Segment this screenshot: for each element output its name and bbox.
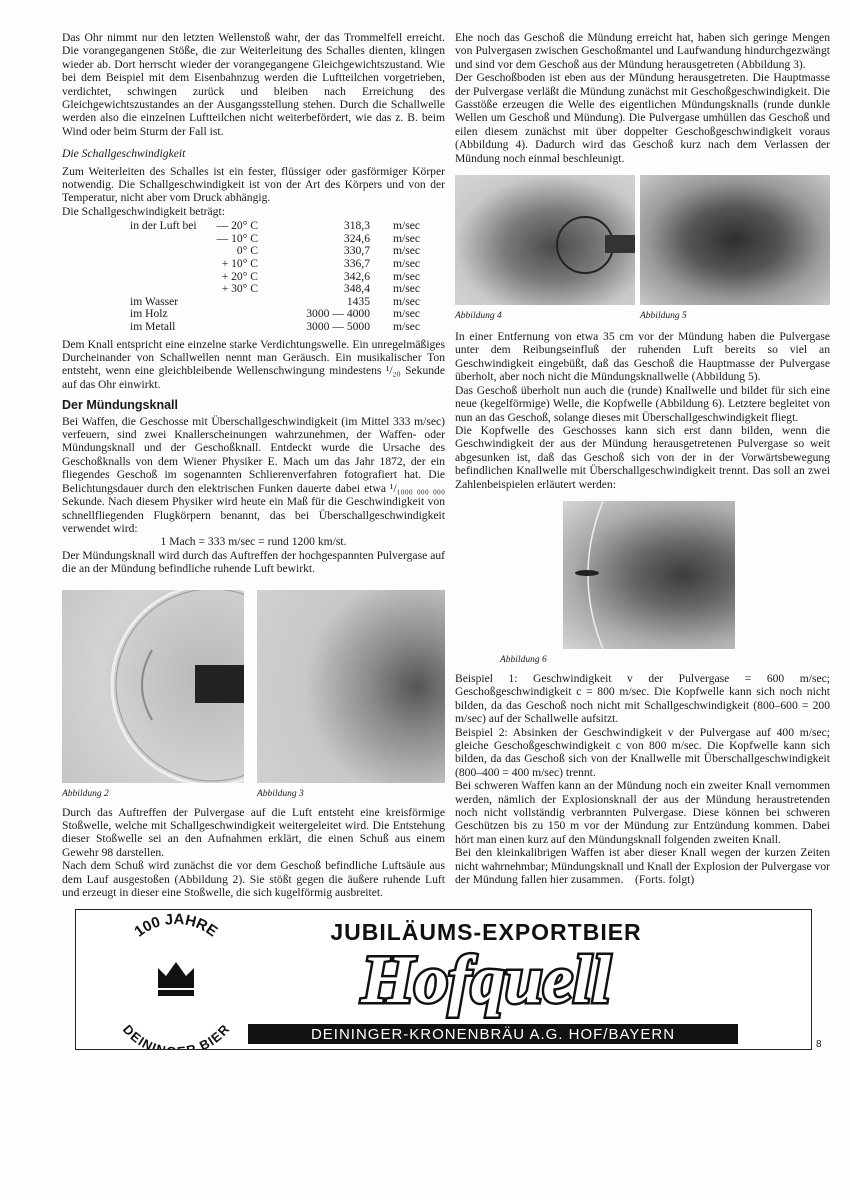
figure-6 bbox=[500, 501, 830, 666]
paragraph: Der Mündungsknall wird durch das Auftreffen der hochgespannten Pulvergase auf die an der Mündung befindliche ruhende Luft bewirkt. bbox=[62, 548, 445, 576]
table-cell-temp: — 20° C bbox=[216, 219, 258, 233]
paragraph: Durch das Auftreffen der Pulvergase auf die Luft entsteht eine kreisförmige Stoßwelle, welche mit Schallgeschwindigkeit weitergeleitet wird. Die Entstehung dieser Stoßwelle sei an den Aufnahmen erklärt, die einen Schuß aus einem Gewehr 98 darstellen. bbox=[62, 805, 445, 859]
section-heading: Die Schallgeschwindigkeit bbox=[62, 147, 186, 161]
page-number: 8 bbox=[816, 1039, 822, 1051]
table-cell-unit: m/sec bbox=[392, 219, 420, 233]
svg-text:DEININGER BIER: DEINI BIER bbox=[120, 1021, 232, 1050]
table-cell-value: 324,6 bbox=[343, 231, 370, 245]
ad-artwork bbox=[76, 910, 811, 1049]
table-cell-temp bbox=[198, 308, 258, 321]
figure-4 bbox=[455, 175, 635, 322]
figure-3-photo bbox=[257, 590, 445, 783]
table-cell-temp: — 10° C bbox=[216, 231, 258, 245]
paragraph-text: Bei den kleinkalibrigen Waffen ist aber dieser Knall wegen der kurzen Zeiten nicht wahrnehmbar; Mündungsknall und Knall der Explosion der Pulvergase vor der Mündung fallen hier zusammen. bbox=[455, 846, 830, 887]
figure-4-caption: Abbildung 4 bbox=[455, 311, 502, 322]
figure-5-caption: Abbildung 5 bbox=[640, 311, 687, 322]
brewery-seal-logo bbox=[120, 911, 232, 1049]
table-cell-value: 3000 — 4000 bbox=[306, 307, 370, 321]
table-cell-unit: m/sec bbox=[392, 294, 420, 308]
paragraph: Ehe noch das Geschoß die Mündung erreicht hat, haben sich geringe Mengen von Pulvergasen zwischen Geschoßmantel und Laufwandung hindurchgezwängt und sind vor dem Geschoß aus der Mündung herausgetreten (Abbildung 3). bbox=[455, 31, 830, 71]
figure-3 bbox=[257, 590, 445, 800]
brand-name: Hofquell bbox=[361, 941, 611, 1018]
table-cell-unit: m/sec bbox=[392, 307, 420, 321]
paragraph: Dem Knall entspricht eine einzelne starke Verdichtungswelle. Ein unregelmäßiges Durcheinander von Schallwellen nennt man Geräusch. Ein musikalischer Ton entsteht, wenn eine gleichbleibende Wellenschwingung mindestens ¹/₂₀ Sekunde auf das Ohr einwirkt. bbox=[62, 337, 445, 391]
continued-note: (Forts. folgt) bbox=[634, 873, 695, 887]
figure-3-caption: Abbildung 3 bbox=[257, 788, 304, 799]
table-cell-unit: m/sec bbox=[392, 244, 420, 258]
left-column bbox=[62, 31, 445, 899]
shock-wave-illustration bbox=[62, 590, 244, 783]
table-cell-unit: m/sec bbox=[392, 257, 420, 271]
table-cell-temp bbox=[198, 296, 258, 309]
paragraph: Zum Weiterleiten des Schalles ist ein fester, flüssiger oder gasförmiger Körper notwendig. Die Schallgeschwindigkeit ist von der Art des Körpers und von der Temperatur, nicht aber vom Druck abhängig. bbox=[62, 164, 445, 205]
paragraph: Beispiel 1: Geschwindigkeit v der Pulvergase = 600 m/sec; Geschoßgeschwindigkeit c = 800 m/sec. Die Kopfwelle kann sich noch nicht bilden, da das Geschoß noch nicht mit Schallgeschwindigkeit (800–600 = 200 m/sec) auf der Schallwelle aufsitzt. bbox=[455, 671, 830, 726]
table-cell-medium bbox=[62, 245, 198, 258]
paragraph: In einer Entfernung von etwa 35 cm vor der Mündung haben die Pulvergase unter dem Reibungseinfluß der ruhenden Luft bereits so viel an Geschwindigkeit eingebüßt, daß das Geschoß die Hauptmasse der Pulvergase überholt, aber noch nicht die Mündungsknallwelle (Abbildung 5). bbox=[455, 330, 830, 384]
ad-footer: DEININGER-KRONENBRÄU A.G. HOF/BAYERN bbox=[310, 1026, 676, 1044]
ad-headline: JUBILÄUMS-EXPORTBIER bbox=[330, 919, 642, 946]
table-cell-temp bbox=[198, 321, 258, 334]
speed-of-sound-table bbox=[62, 220, 445, 333]
figure-6-caption: Abbildung 6 bbox=[500, 654, 547, 665]
figures-4-5 bbox=[455, 175, 830, 322]
bow-wave-illustration bbox=[563, 501, 735, 649]
table-cell-medium: in der Luft bei bbox=[130, 219, 197, 233]
paragraph: Bei schweren Waffen kann an der Mündung noch ein zweiter Knall vernommen werden, nämlich der Explosionsknall der aus der Mündung heraustretenden noch nicht vollständig verbrannten Pulvergase. Diese können bei schweren Geschützen bis zu 150 m vor der Mündung zur Entzündung kommen. Dabei hört man einen kurz auf den Mündungsknall folgenden zweiten Knall. bbox=[455, 779, 830, 846]
figure-5-photo bbox=[640, 175, 830, 305]
table-cell-unit: m/sec bbox=[392, 269, 420, 283]
paragraph: Der Geschoßboden ist eben aus der Mündung herausgetreten. Die Hauptmasse der Pulvergase verläßt die Mündung zunächst mit Geschoßgeschwindigkeit. Die Gasstöße erzeugen die Welle des eigentlichen Mündungsknalls (runde dunkle Wellen um Geschoß und Mündung). Die Pulvergase umhüllen das Geschoß und eilen diesem zunächst mit über doppelter Geschoßgeschwindigkeit voraus (Abbildung 4). Dadurch wird das Geschoß kurz nach dem Verlassen der Mündung noch einmal beschleunigt. bbox=[455, 71, 830, 165]
figure-4-photo bbox=[455, 175, 635, 305]
table-cell-value: 348,4 bbox=[343, 282, 370, 296]
paragraph: Die Kopfwelle des Geschosses kann sich erst dann bilden, wenn die Geschwindigkeit der aus der Mündung herausgetretenen Pulvergase so weit abgesunken ist, daß das Geschoß sich von der in der Vorwärtsbewegung befindlichen Knallwelle mit Überschallgeschwindigkeit trennt. Das soll an zwei Zahlenbeispielen erläutert werden: bbox=[455, 423, 830, 491]
table-cell-medium bbox=[62, 283, 198, 296]
mach-formula: 1 Mach = 333 m/sec = rund 1200 km/st. bbox=[160, 535, 347, 549]
paragraph bbox=[455, 846, 830, 886]
table-cell-temp: + 20° C bbox=[221, 269, 258, 283]
right-column bbox=[455, 31, 830, 899]
table-cell-medium bbox=[62, 271, 198, 284]
table-cell-value: 318,3 bbox=[343, 219, 370, 233]
figure-2-photo bbox=[62, 590, 244, 783]
table-cell-temp: + 10° C bbox=[221, 257, 258, 271]
table-cell-medium: im Metall bbox=[130, 320, 176, 334]
paragraph: Bei Waffen, die Geschosse mit Überschallgeschwindigkeit (im Mittel 333 m/sec) verfeuern, sind zwei Knallerscheinungen wahrzunehmen, der Waffen- oder Mündungsknall und der Geschoßknall. Entdeckt wurde die Ursache des Geschoßknalls von dem Wiener Physiker E. Mach um das Jahr 1872, der ein fliegendes Geschoß im sogenannten Schlierenverfahren fotografiert hat. Die Belichtungsdauer durch den elektrischen Funken dauerte dabei etwa ¹/₁₀₀₀ ₀₀₀ ₀₀₀ Sekunde. Nach diesem Physiker wird heute ein Maß für die Geschwindigkeit von schnellfliegenden Flugkörpern benannt, das bei Überschallgeschwindigkeit verwendet wird: bbox=[62, 414, 445, 535]
paragraph: Die Schallgeschwindigkeit beträgt: bbox=[62, 204, 225, 218]
muzzle-illustration bbox=[455, 175, 635, 305]
table-row bbox=[62, 308, 445, 321]
table-cell-medium bbox=[62, 233, 198, 246]
paragraph: Das Ohr nimmt nur den letzten Wellenstoß wahr, der das Trommelfell erreicht. Die vorangegangenen Stöße, die zur Weiterleitung des Schalles dienten, klingen wieder ab. Dort herrscht wieder der vorangegangene Gleichgewichtszustand. Wie bei dem Beispiel mit dem Eisenbahnzug werden die Luftteilchen vorgetrieben, verdichtet, schwingen zurück und bleiben nach Erreichung des Gleichgewichtszustandes an der Ausgangsstellung stehen. Durch die Schallwelle werden also die einzelnen Luftteilchen nicht weiterbefördert, wie das z. B. beim Wind oder beim Sturm der Fall ist. bbox=[62, 31, 445, 138]
paragraph: Beispiel 2: Absinken der Geschwindigkeit v der Pulvergase auf 400 m/sec; gleiche Geschoßgeschwindigkeit c von 800 m/sec. Die Kopfwelle kann sich bilden, da das Geschoß sich von der Knallwelle mit Überschallgeschwindigkeit (800–400 = 400 m/sec) trennt. bbox=[455, 725, 830, 779]
table-cell-unit: m/sec bbox=[392, 320, 420, 334]
figure-6-photo bbox=[563, 501, 735, 649]
svg-text:100 JAHRE: 100 JAHRE bbox=[131, 911, 221, 941]
crown-icon bbox=[158, 962, 194, 988]
table-cell-value: 330,7 bbox=[343, 244, 370, 258]
figures-2-3 bbox=[62, 590, 445, 800]
paragraph: Das Geschoß überholt nun auch die (runde) Knallwelle und bildet für sich eine neue (kegelförmige) Welle, die Kopfwelle (Abbildung 6). Letztere begleitet von nun an das Geschoß, solange dieses mit Überschallgeschwindigkeit fliegt. bbox=[455, 383, 830, 424]
table-row bbox=[62, 283, 445, 296]
table-cell-medium bbox=[62, 258, 198, 271]
table-row bbox=[62, 296, 445, 309]
beer-advertisement bbox=[75, 909, 812, 1050]
table-cell-value: 1435 bbox=[346, 294, 370, 308]
paragraph: Nach dem Schuß wird zunächst die vor dem Geschoß befindliche Luftsäule aus dem Lauf ausgestoßen (Abbildung 2). Sie stößt gegen die äußere ruhende Luft und erzeugt in dieser eine Stoßwelle, die sich kugelförmig ausbreitet. bbox=[62, 859, 445, 899]
table-cell-value: 3000 — 5000 bbox=[306, 320, 370, 334]
table-row bbox=[62, 220, 445, 233]
table-cell-value: 342,6 bbox=[343, 269, 370, 283]
table-cell-value: 336,7 bbox=[343, 257, 370, 271]
figure-5 bbox=[640, 175, 830, 322]
table-cell-medium: im Wasser bbox=[130, 294, 179, 308]
table-cell-unit: m/sec bbox=[392, 231, 420, 245]
table-row bbox=[62, 258, 445, 271]
figure-2-caption: Abbildung 2 bbox=[62, 788, 109, 799]
advertisement-area bbox=[75, 909, 835, 1054]
figure-2 bbox=[62, 590, 244, 800]
table-row bbox=[62, 321, 445, 334]
table-cell-temp: + 30° C bbox=[221, 282, 258, 296]
section-heading: Der Mündungsknall bbox=[62, 398, 178, 413]
table-cell-medium: im Holz bbox=[130, 307, 168, 321]
table-cell-temp: 0° C bbox=[236, 244, 258, 258]
table-cell-unit: m/sec bbox=[392, 282, 420, 296]
